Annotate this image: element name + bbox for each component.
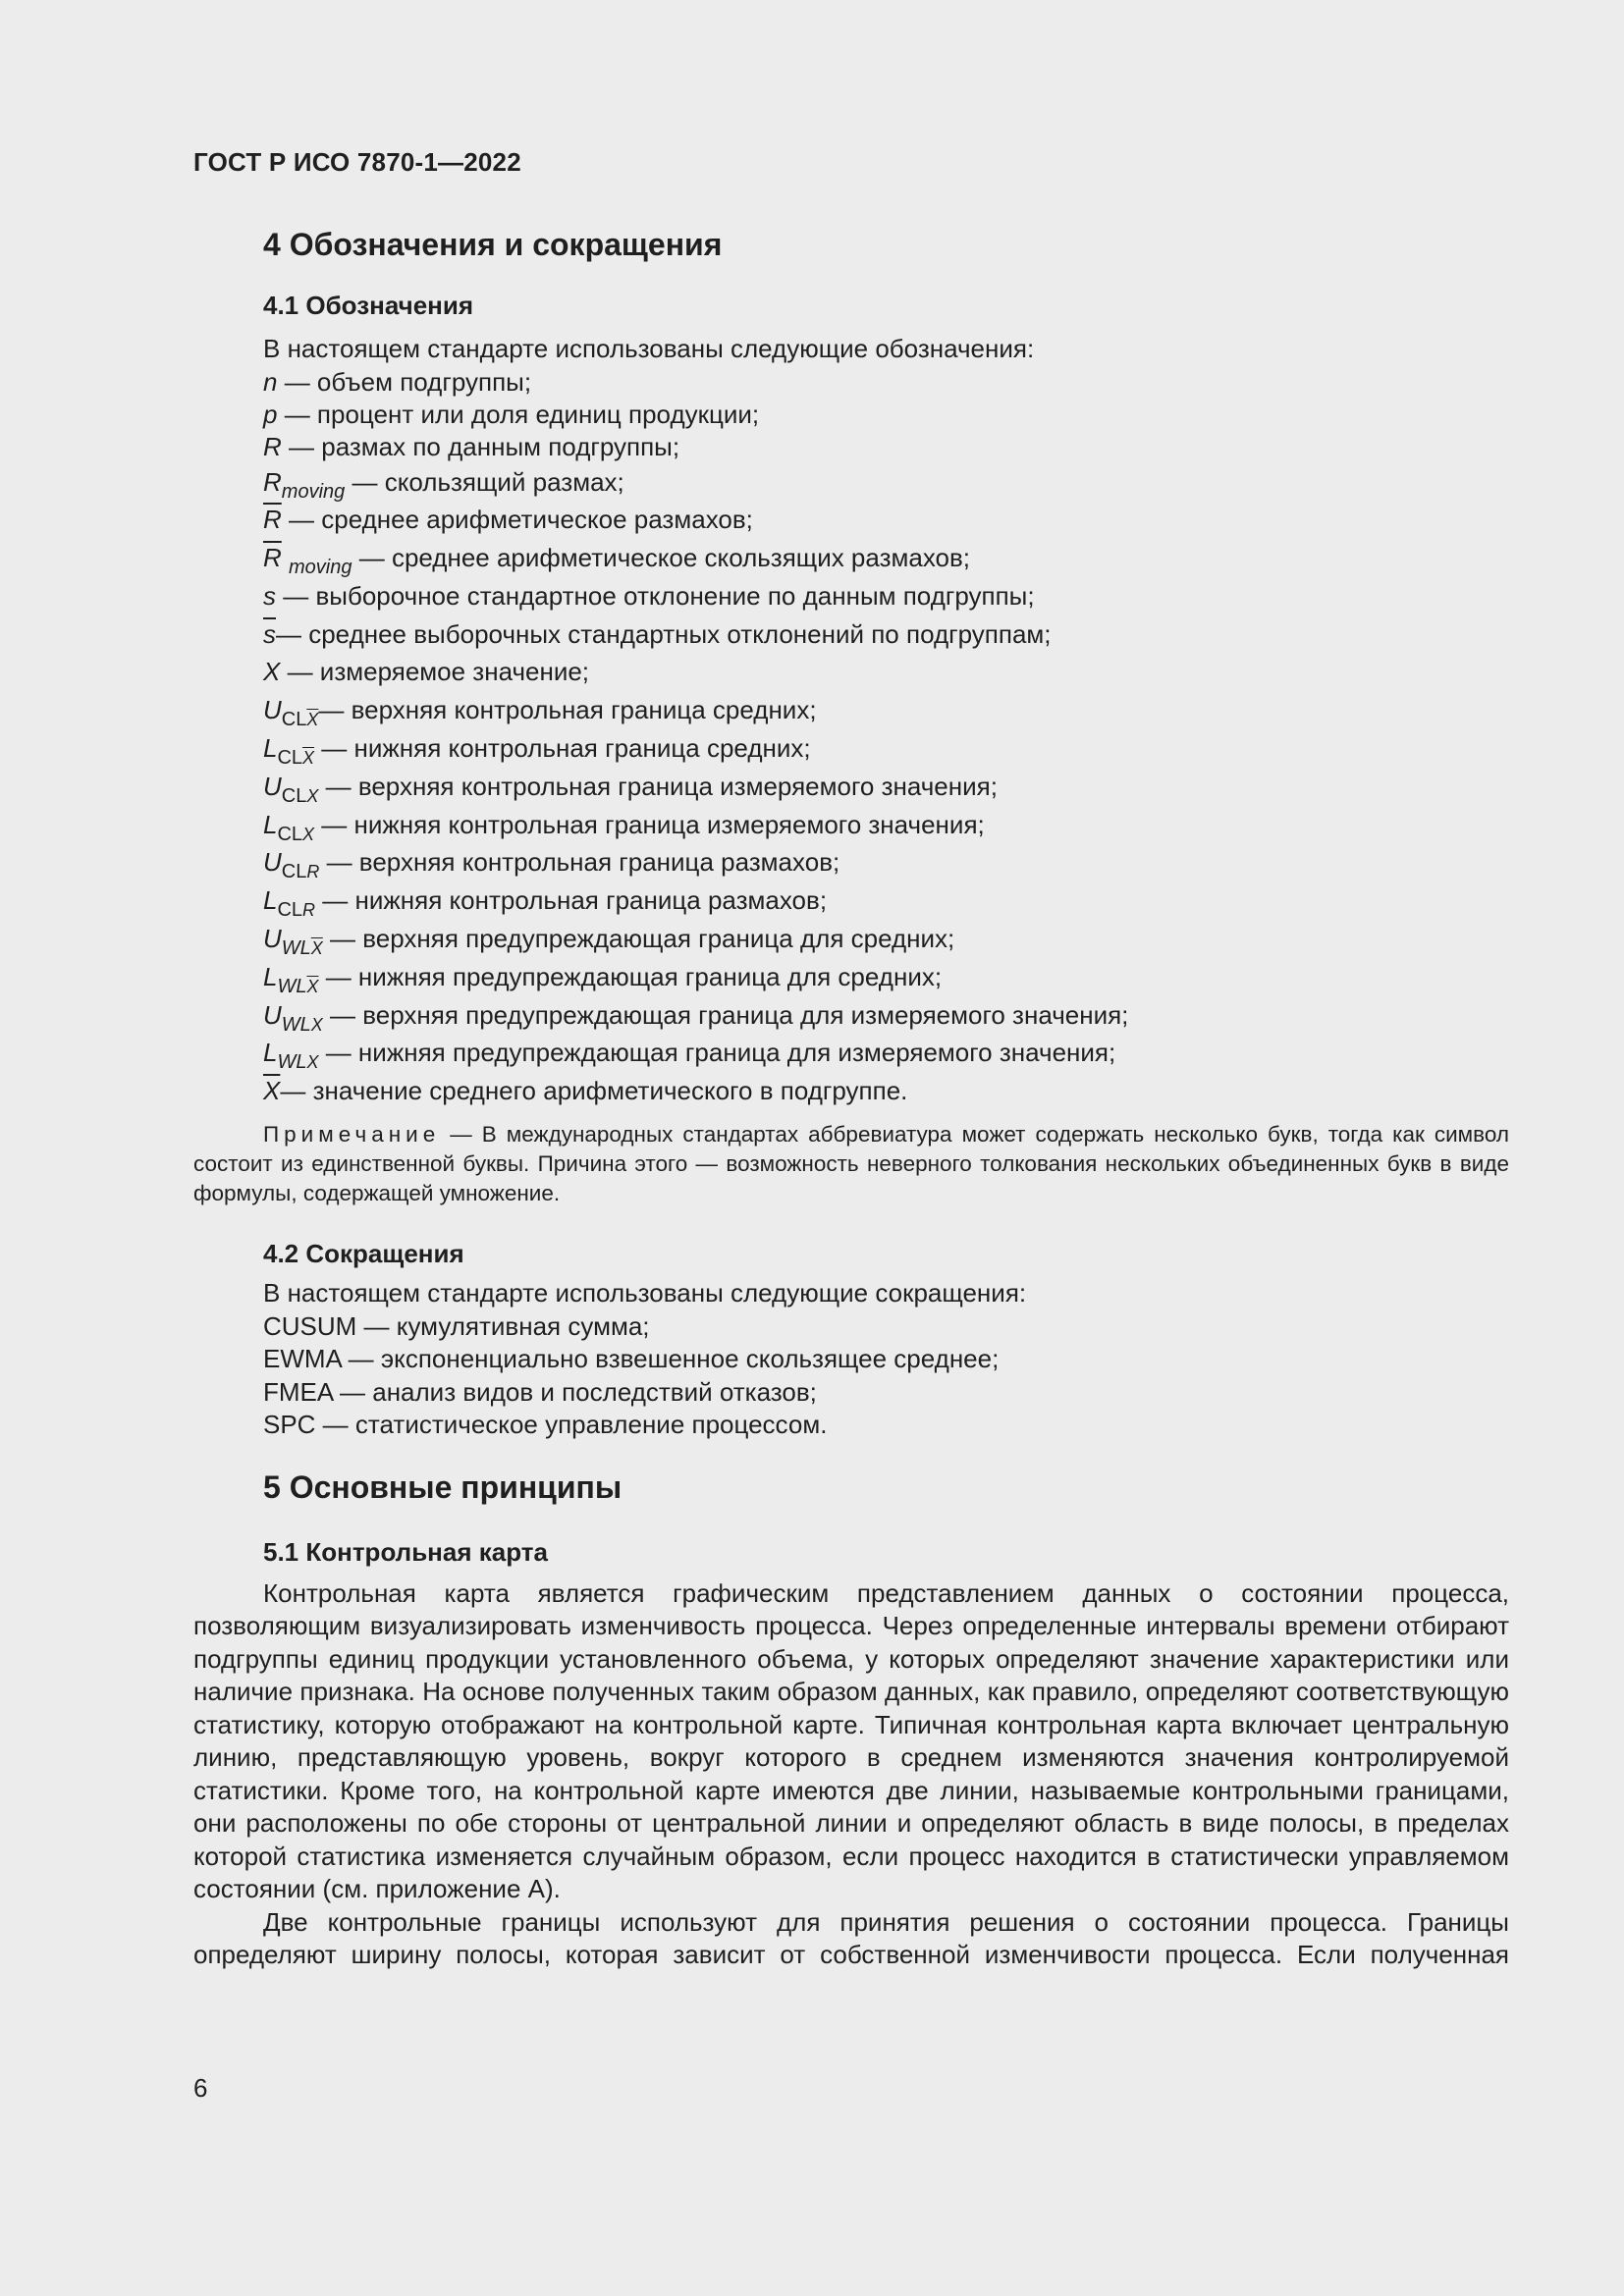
symbol-desc: — нижняя предупреждающая граница для измеряемого значения; xyxy=(318,1038,1116,1068)
symbol-subscript: CL xyxy=(277,899,303,922)
symbol-subscript: CL xyxy=(281,861,307,883)
symbol-item xyxy=(193,366,1509,399)
symbol-desc: — нижняя контрольная граница измеряемого значения; xyxy=(314,809,985,839)
symbol-subscript-2: X xyxy=(306,976,319,996)
symbol-subscript-2: X xyxy=(302,824,315,844)
symbol: U xyxy=(263,999,282,1030)
symbol-desc: — скользящий размах; xyxy=(345,466,624,497)
symbol: n xyxy=(263,366,278,397)
symbol: U xyxy=(263,924,282,954)
section-5-title: 5 Основные принципы xyxy=(263,1468,623,1505)
page-content xyxy=(193,221,1509,1972)
symbol-item xyxy=(193,539,1509,577)
symbol: $\overline{X}$ xyxy=(263,1076,281,1106)
symbol-subscript-2: X xyxy=(306,1052,319,1073)
symbols-list xyxy=(193,366,1509,1111)
symbols-intro: В настоящем стандарте использованы следующие обозначения: xyxy=(263,334,1035,363)
symbol-subscript: moving xyxy=(281,480,346,503)
symbol-desc: — верхняя контрольная граница средних; xyxy=(318,695,817,725)
abbrev-item: SPC — статистическое управление процессом. xyxy=(263,1410,828,1440)
symbol: L xyxy=(263,809,278,839)
paragraph: Контрольная карта является графическим представлением данных о состоянии процесса, позволяющим визуализировать изменчивость процесса. Через определенные интервалы времени отбирают подгруппы единиц продукции установленного объема, у которых определяют значение характеристики или наличие признака. На основе полученных таким образом данных, как правило, определяют соответствующую статистику, которую отображают на контрольной карте. Типичная контрольная карта включает центральную линию, представляющую уровень, вокруг которого в среднем изменяются значения контролируемой статистики. Кроме того, на контрольной карте имеются две линии, называемые контрольными границами, они расположены по обе стороны от центральной линии и определяют область в виде полосы, в пределах которой статистика изменяется случайным образом, если процесс находится в статистически управляемом состоянии (см. приложение А). xyxy=(193,1577,1509,1904)
symbol: $\overline{R}$ xyxy=(263,543,282,573)
symbol: $\overline{R}$ xyxy=(263,505,282,535)
note-text: — В международных стандартах аббревиатура может содержать несколько букв, тогда как символ состоит из единственной буквы. Причина этого — возможность неверного толкования нескольких объединенных букв в виде формулы, содержащей умножение. xyxy=(193,1122,1509,1206)
subsection-4-1-title: 4.1 Обозначения xyxy=(263,291,474,320)
symbol-desc: — измеряемое значение; xyxy=(280,657,590,687)
symbol-subscript: WL xyxy=(277,975,307,997)
symbol-item xyxy=(193,691,1509,729)
note xyxy=(193,1120,1509,1208)
symbol-subscript: CL xyxy=(277,823,303,845)
symbol: U xyxy=(263,771,282,801)
symbol: $\overline{s}$ xyxy=(263,618,276,649)
symbol-item xyxy=(193,577,1509,615)
symbol-subscript-2: R xyxy=(306,862,320,882)
symbol-item xyxy=(193,615,1509,654)
section-4-title: 4 Обозначения и сокращения xyxy=(263,227,723,262)
symbol: L xyxy=(263,961,278,991)
symbol-item xyxy=(193,920,1509,958)
symbol-subscript-2: X xyxy=(310,938,323,959)
abbrev-item: FMEA — анализ видов и последствий отказов; xyxy=(263,1376,817,1407)
symbol-subscript: WL xyxy=(281,1013,311,1036)
symbol-desc: — среднее арифметическое размахов; xyxy=(281,505,753,535)
symbol-desc: — верхняя предупреждающая граница для средних; xyxy=(322,924,955,954)
abbrev-item: EWMA — экспоненциально взвешенное скользящее среднее; xyxy=(263,1344,1000,1374)
symbol-subscript: moving xyxy=(289,557,352,579)
symbol-item xyxy=(193,431,1509,463)
symbol-subscript: WL xyxy=(281,937,311,960)
document-header: ГОСТ Р ИСО 7870-1—2022 xyxy=(193,147,521,177)
symbol-desc: — объем подгруппы; xyxy=(277,366,532,397)
symbol-item xyxy=(193,1034,1509,1072)
symbol-subscript-2: X xyxy=(306,710,319,730)
subsection-4-2-title: 4.2 Сокращения xyxy=(263,1239,464,1269)
symbol-subscript-2: X xyxy=(302,748,315,769)
symbol-desc: — верхняя контрольная граница измеряемого значения; xyxy=(318,771,998,801)
symbol-subscript: CL xyxy=(277,747,303,770)
symbol-item xyxy=(193,881,1509,920)
symbol-item xyxy=(193,501,1509,539)
symbol: p xyxy=(263,399,278,429)
symbol-item xyxy=(193,843,1509,881)
symbol-item xyxy=(193,399,1509,431)
symbol: U xyxy=(263,695,282,725)
note-label: Примечание xyxy=(263,1122,441,1148)
symbol-desc: — верхняя предупреждающая граница для измеряемого значения; xyxy=(322,999,1129,1030)
symbol-subscript-2: X xyxy=(310,1014,323,1035)
symbol: L xyxy=(263,1038,278,1068)
symbol-desc: — нижняя контрольная граница размахов; xyxy=(315,885,828,916)
abbrevs-intro: В настоящем стандарте использованы следующие сокращения: xyxy=(263,1278,1027,1308)
symbol-item xyxy=(193,996,1509,1035)
symbol-desc: — верхняя контрольная граница размахов; xyxy=(319,847,840,878)
symbol-subscript: WL xyxy=(277,1051,307,1074)
page-number: 6 xyxy=(193,2073,208,2103)
subsection-5-1-title: 5.1 Контрольная карта xyxy=(263,1536,548,1567)
symbol: R xyxy=(263,466,282,497)
symbol-item xyxy=(193,1072,1509,1110)
symbol-desc: — процент или доля единиц продукции; xyxy=(277,399,760,429)
symbol-subscript-2: X xyxy=(306,785,319,806)
symbol-desc: — выборочное стандартное отклонение по данным подгруппы; xyxy=(276,580,1035,611)
symbol-desc: — размах по данным подгруппы; xyxy=(281,431,680,461)
symbol: L xyxy=(263,733,278,764)
symbol-desc: — нижняя предупреждающая граница для средних; xyxy=(318,961,943,991)
symbol-item xyxy=(193,958,1509,996)
symbol-desc: — среднее выборочных стандартных отклонений по подгруппам; xyxy=(276,618,1052,649)
symbol-subscript: CL xyxy=(281,784,307,807)
symbol-desc: — среднее арифметическое скользящих размахов; xyxy=(352,543,971,573)
symbol-subscript-2: R xyxy=(302,900,316,921)
symbol: X xyxy=(263,657,281,687)
symbol-item xyxy=(193,768,1509,806)
symbol: U xyxy=(263,847,282,878)
symbol-desc: — нижняя контрольная граница средних; xyxy=(314,733,811,764)
symbol: R xyxy=(263,431,282,461)
paragraph: Две контрольные границы используют для принятия решения о состоянии процесса. Границы определяют ширину полосы, которая зависит от собственной изменчивости процесса. Если полученная xyxy=(193,1906,1509,1970)
symbol-subscript: CL xyxy=(281,709,307,731)
symbol-item xyxy=(193,653,1509,691)
symbol: s xyxy=(263,580,276,611)
symbol-item xyxy=(193,806,1509,844)
symbol-desc: — значение среднего арифметического в подгруппе. xyxy=(280,1076,908,1106)
symbol-item xyxy=(193,463,1509,502)
symbol: L xyxy=(263,885,278,916)
abbrev-item: CUSUM — кумулятивная сумма; xyxy=(263,1310,650,1341)
symbol-item xyxy=(193,729,1509,768)
